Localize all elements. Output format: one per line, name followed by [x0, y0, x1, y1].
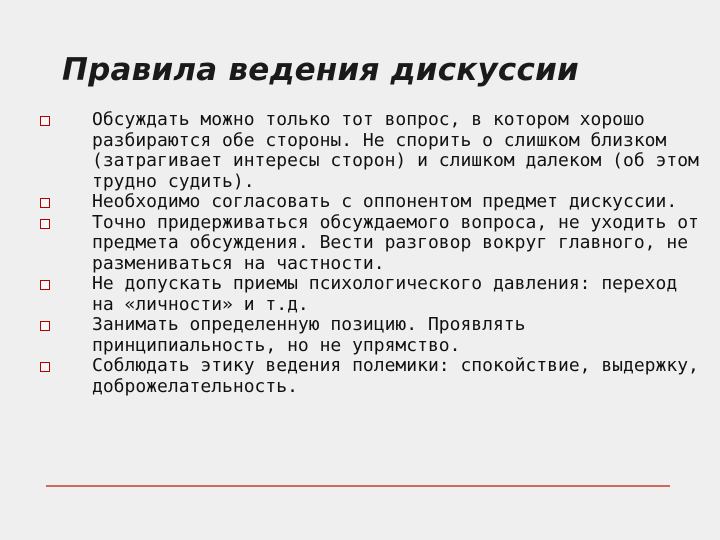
square-bullet-icon: [40, 198, 50, 208]
square-bullet-icon: [40, 321, 50, 331]
list-item-text: Обсуждать можно только тот вопрос, в котором хорошо разбираются обе стороны. Не спорить о слишком близком (затрагивает интересы сторон) и слишком далеком (об этом трудно судить).: [92, 109, 699, 192]
bullet-list: [40, 110, 700, 397]
list-item-text: Необходимо согласовать с оппонентом предмет дискуссии.: [92, 191, 678, 212]
square-bullet-icon: [40, 280, 50, 290]
slide-title: Правила ведения дискуссии: [62, 51, 579, 88]
square-bullet-icon: [40, 362, 50, 372]
list-item: [40, 110, 700, 192]
list-item-text: Не допускать приемы психологического давления: переход на «личности» и т.д.: [92, 273, 678, 315]
list-item: [40, 315, 700, 356]
list-item: [40, 213, 700, 275]
list-item: [40, 356, 700, 397]
list-item-text: Соблюдать этику ведения полемики: спокойствие, выдержку, доброжелательность.: [92, 355, 699, 397]
list-item-text: Занимать определенную позицию. Проявлять принципиальность, но не упрямство.: [92, 314, 526, 356]
bottom-divider: [46, 485, 670, 487]
list-item: [40, 274, 700, 315]
list-item: [40, 192, 700, 213]
square-bullet-icon: [40, 219, 50, 229]
list-item-text: Точно придерживаться обсуждаемого вопроса, не уходить от предмета обсуждения. Вести разговор вокруг главного, не размениваться на частности.: [92, 211, 699, 274]
square-bullet-icon: [40, 116, 50, 126]
